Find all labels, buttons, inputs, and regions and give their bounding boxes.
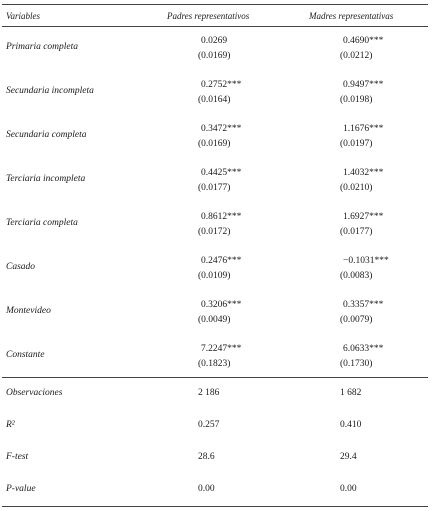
padres-se: (0.0172) <box>198 227 231 237</box>
padres-coef: 0.3472*** <box>201 124 242 134</box>
stats-rule <box>2 377 428 378</box>
madres-se: (0.0079) <box>340 315 373 325</box>
padres-coef: 0.8612*** <box>201 212 242 222</box>
row-label: Secundaria incompleta <box>6 86 94 96</box>
padres-se: (0.0164) <box>198 95 231 105</box>
madres-coef: 0.9497*** <box>343 80 384 90</box>
padres-se: (0.1823) <box>198 359 231 369</box>
madres-stat: 0.410 <box>340 420 362 430</box>
padres-stat: 2 186 <box>198 388 220 398</box>
madres-coef: 1.6927*** <box>343 212 384 222</box>
row-label: Primaria completa <box>6 42 79 52</box>
madres-stat: 0.00 <box>340 484 357 494</box>
header-variables: Variables <box>6 11 41 21</box>
madres-se: (0.0197) <box>340 139 373 149</box>
row-label: Casado <box>6 262 36 272</box>
madres-se: (0.0083) <box>340 271 373 281</box>
madres-coef: 0.4690*** <box>343 36 384 46</box>
header-padres: Padres representativos <box>167 11 250 21</box>
padres-coef: 0.2476*** <box>201 256 242 266</box>
padres-se: (0.0169) <box>198 139 231 149</box>
madres-coef: 1.1676*** <box>343 124 384 134</box>
padres-se: (0.0177) <box>198 183 231 193</box>
madres-stat: 1 682 <box>340 388 362 398</box>
madres-coef: 1.4032*** <box>343 168 384 178</box>
stat-label: P-value <box>6 484 36 494</box>
madres-se: (0.1730) <box>340 359 373 369</box>
padres-se: (0.0109) <box>198 271 231 281</box>
madres-se: (0.0177) <box>340 227 373 237</box>
madres-coef: 6.0633*** <box>343 344 384 354</box>
padres-se: (0.0169) <box>198 51 231 61</box>
padres-coef: 0.4425*** <box>201 168 242 178</box>
padres-coef: 7.2247*** <box>201 344 242 354</box>
madres-coef: 0.3357*** <box>343 300 384 310</box>
top-rule <box>2 4 428 5</box>
bottom-rule <box>2 506 428 507</box>
row-label: Secundaria completa <box>6 130 87 140</box>
madres-se: (0.0212) <box>340 51 373 61</box>
row-label: Montevideo <box>6 306 51 316</box>
row-label: Terciaria completa <box>6 218 78 228</box>
stat-label: Observaciones <box>6 388 63 398</box>
header-rule <box>2 26 428 27</box>
madres-stat: 29.4 <box>340 452 357 462</box>
row-label: Terciaria incompleta <box>6 174 86 184</box>
stat-label: F-test <box>6 452 29 462</box>
madres-se: (0.0198) <box>340 95 373 105</box>
madres-coef: −0.1031*** <box>343 256 389 266</box>
padres-stat: 0.00 <box>198 484 215 494</box>
padres-coef: 0.3206*** <box>201 300 242 310</box>
padres-coef: 0.2752*** <box>201 80 242 90</box>
padres-stat: 0.257 <box>198 420 220 430</box>
madres-se: (0.0210) <box>340 183 373 193</box>
padres-coef: 0.0269 <box>201 36 228 46</box>
stat-label: R² <box>6 420 15 430</box>
row-label: Constante <box>6 350 45 360</box>
padres-stat: 28.6 <box>198 452 215 462</box>
padres-se: (0.0049) <box>198 315 231 325</box>
header-madres: Madres representativas <box>309 11 394 21</box>
